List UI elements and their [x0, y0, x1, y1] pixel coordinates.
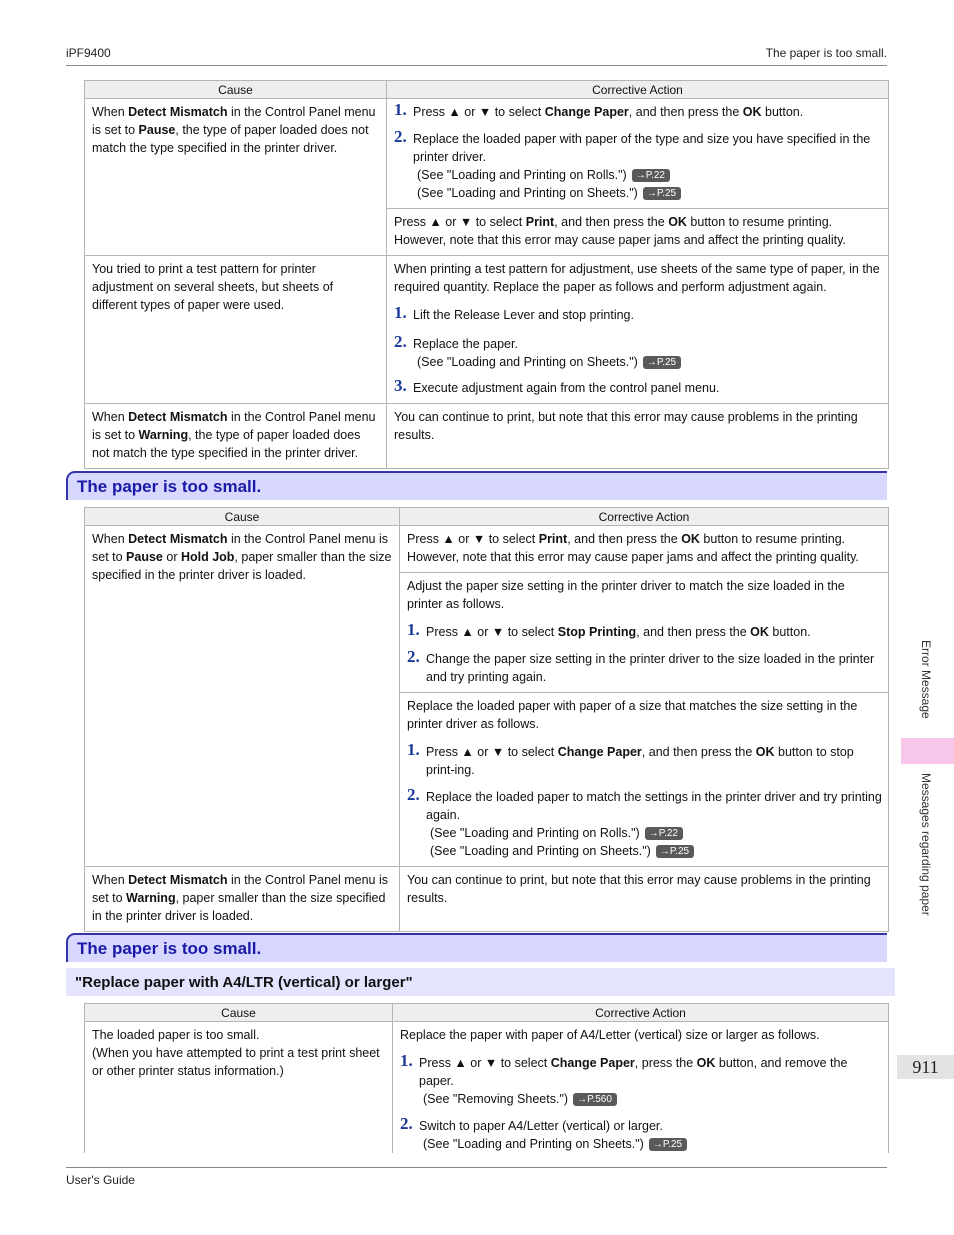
step-1: 1. Press ▲ or ▼ to select Change Paper, and then press the OK button. — [394, 100, 804, 119]
action-cell: You can continue to print, but note that this error may cause problems in the printing results. — [400, 867, 889, 932]
replace-paper-table — [84, 1003, 889, 1153]
col-header-cause: Cause — [85, 1004, 393, 1022]
footer-guide-title: User's Guide — [66, 1173, 135, 1187]
col-header-action: Corrective Action — [400, 508, 889, 526]
footer-rule — [66, 1167, 887, 1168]
page-ref-link[interactable]: →P.22 — [632, 169, 670, 182]
section-heading: The paper is too small. — [66, 471, 887, 500]
col-header-cause: Cause — [85, 81, 387, 99]
cause-cell: The loaded paper is too small. (When you have attempted to print a test print sheet or other printer status information.) — [85, 1022, 393, 1154]
step-2: 2. Change the paper size setting in the printer driver to the size loaded in the printer and try printing again. — [407, 647, 875, 684]
action-cell: Replace the paper with paper of A4/Letter (vertical) size or larger as follows. 1. Press ▲ or ▼ to select Change Paper, press the OK button, and remove the paper. (See "Removing Sheets.") →P.560 2. Switch to paper A4/Letter (vertical) or larger. (See "Loading and Printing on Sheets.") →P.25 — [393, 1022, 889, 1154]
sidebar-chapter-label[interactable]: Error Message — [919, 640, 933, 719]
action-cell: Adjust the paper size setting in the printer driver to match the size loaded in the printer as follows. 1. Press ▲ or ▼ to select Stop Printing, and then press the OK button. 2. Change the paper size setting in the printer driver to the size loaded in the printer and try printing again. — [400, 573, 889, 693]
action-cell: Press ▲ or ▼ to select Print, and then press the OK button to resume printing. However, note that this error may cause paper jams and affect the printing quality. — [400, 526, 889, 573]
cause-cell: When Detect Mismatch in the Control Panel menu is set to Pause or Hold Job, paper smaller than the size specified in the printer driver is loaded. — [85, 526, 400, 867]
page-ref-link[interactable]: →P.25 — [656, 845, 694, 858]
step-3: 3. Execute adjustment again from the control panel menu. — [394, 376, 720, 395]
action-cell: Replace the loaded paper with paper of a size that matches the size setting in the printer driver as follows. 1. Press ▲ or ▼ to select Change Paper, and then press the OK button to stop print-ing. 2. Replace the loaded paper to match the settings in the printer driver and try printing again. (See "Loading and Printing on Rolls.") →P.22 (See "Loading and Printing on Sheets.") →P.25 — [400, 693, 889, 867]
cause-cell: When Detect Mismatch in the Control Panel menu is set to Warning, paper smaller than the size specified in the printer driver is loaded. — [85, 867, 400, 932]
col-header-action: Corrective Action — [393, 1004, 889, 1022]
doc-model-name: iPF9400 — [66, 46, 111, 60]
cause-cell: When Detect Mismatch in the Control Panel menu is set to Warning, the type of paper loaded does not match the type specified in the printer driver. — [85, 404, 387, 469]
col-header-action: Corrective Action — [387, 81, 889, 99]
section-heading: The paper is too small. — [66, 933, 887, 962]
col-header-cause: Cause — [85, 508, 400, 526]
step-1: 1. Lift the Release Lever and stop printing. — [394, 303, 634, 322]
message-subheading: "Replace paper with A4/LTR (vertical) or larger" — [66, 968, 895, 996]
page-ref-link[interactable]: →P.25 — [643, 187, 681, 200]
sidebar-section-label[interactable]: Messages regarding paper — [919, 773, 933, 916]
action-cell — [387, 99, 889, 209]
step-1: 1. Press ▲ or ▼ to select Change Paper, press the OK button, and remove the paper. (See "Removing Sheets.") →P.560 — [400, 1051, 848, 1106]
step-1: 1. Press ▲ or ▼ to select Stop Printing, and then press the OK button. — [407, 620, 811, 639]
step-2: 2. Replace the loaded paper to match the settings in the printer driver and try printing again. (See "Loading and Printing on Rolls.") →P.22 (See "Loading and Printing on Sheets.") →P.25 — [407, 785, 882, 858]
step-2: 2. Replace the paper. (See "Loading and Printing on Sheets.") →P.25 — [394, 335, 882, 371]
mismatch-table — [84, 80, 889, 469]
action-cell: When printing a test pattern for adjustment, use sheets of the same type of paper, in the required quantity. Replace the paper as follows and perform adjustment again. 1. Lift the Release Lever and stop printing. 2. Replace the paper. (See "Loading and Printing on Sheets.") →P.25 3. Execute adjustment again from the control panel menu. — [387, 256, 889, 404]
action-cell: Press ▲ or ▼ to select Print, and then press the OK button to resume printing. However, note that this error may cause paper jams and affect the printing quality. — [387, 209, 889, 256]
paper-too-small-table — [84, 507, 889, 932]
page-ref-link[interactable]: →P.25 — [643, 356, 681, 369]
cause-cell: When Detect Mismatch in the Control Panel menu is set to Pause, the type of paper loaded does not match the type specified in the printer driver. — [85, 99, 387, 256]
running-header-title: The paper is too small. — [765, 46, 887, 60]
page-number: 911 — [897, 1055, 954, 1079]
page-ref-link[interactable]: →P.22 — [645, 827, 683, 840]
page-ref-link[interactable]: →P.25 — [649, 1138, 687, 1151]
step-1: 1. Press ▲ or ▼ to select Change Paper, and then press the OK button to stop print-ing. — [407, 740, 854, 777]
header-rule — [66, 65, 887, 66]
cause-cell: You tried to print a test pattern for printer adjustment on several sheets, but sheets of different types of paper were used. — [85, 256, 387, 404]
step-2: 2. Replace the loaded paper with paper of the type and size you have specified in the printer driver. (See "Loading and Printing on Rolls.") →P.22 (See "Loading and Printing on Sheets.") →P.25 — [394, 127, 871, 200]
sidebar-tab-marker — [901, 738, 954, 764]
action-cell: You can continue to print, but note that this error may cause problems in the printing results. — [387, 404, 889, 469]
step-2: 2. Switch to paper A4/Letter (vertical) or larger. (See "Loading and Printing on Sheets.") →P.25 — [400, 1117, 882, 1153]
page-ref-link[interactable]: →P.560 — [573, 1093, 617, 1106]
